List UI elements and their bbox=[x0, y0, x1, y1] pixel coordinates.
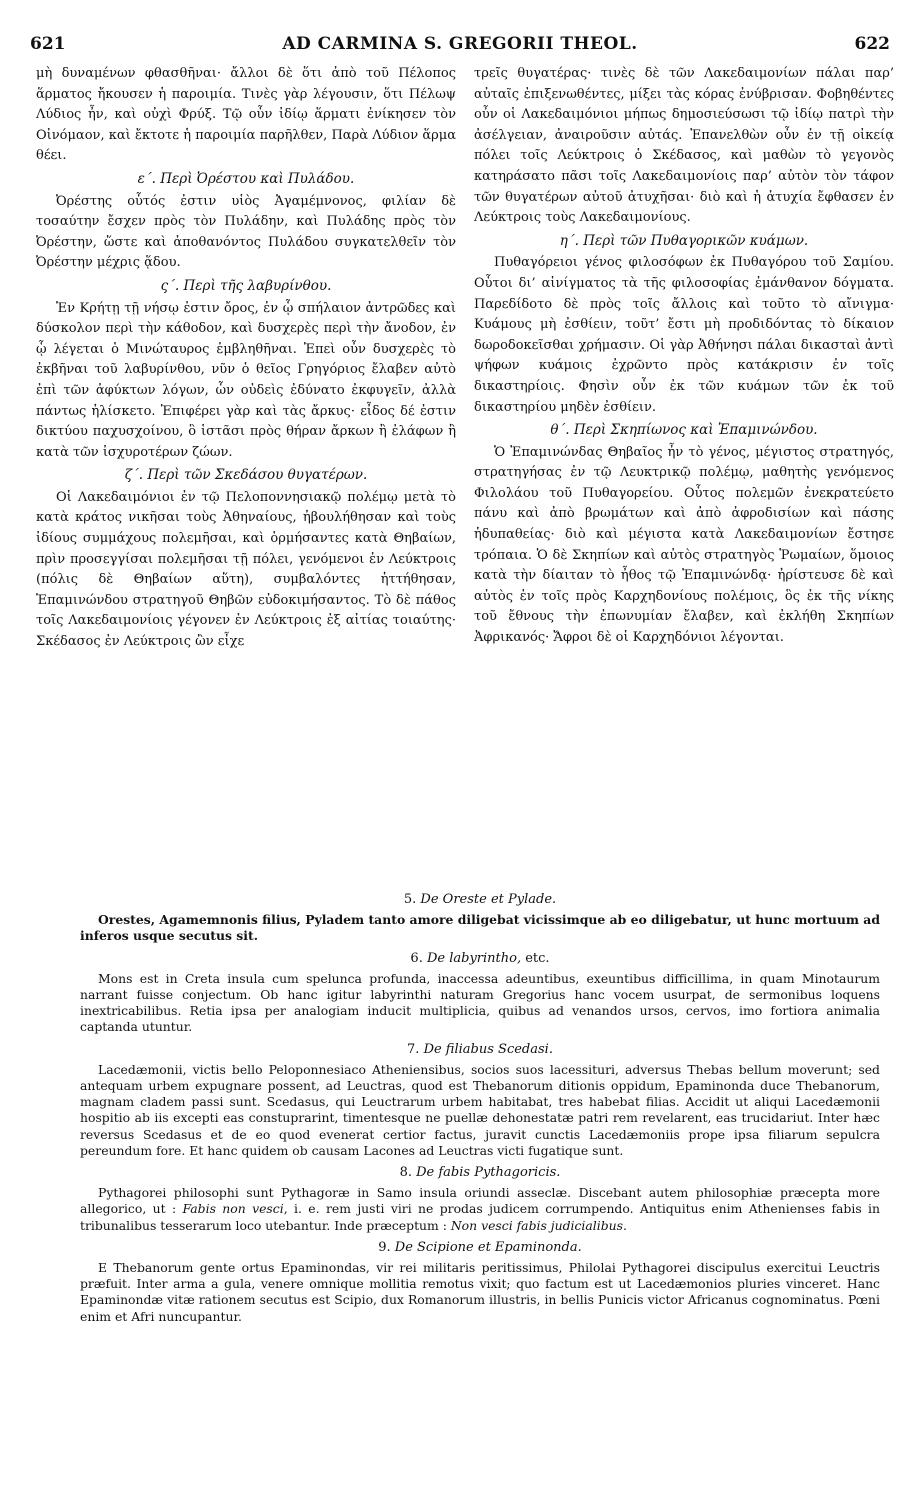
latin-emphasis: Fabis non vesci bbox=[182, 1201, 284, 1217]
latin-heading-suffix: etc. bbox=[521, 950, 550, 966]
latin-heading-number: 9. bbox=[378, 1239, 391, 1255]
latin-translation bbox=[80, 886, 880, 1328]
latin-heading-8 bbox=[80, 1165, 880, 1181]
latin-heading-title: De Oreste et Pylade. bbox=[420, 892, 557, 907]
latin-heading-title: De fabis Pythagoricis. bbox=[416, 1165, 561, 1181]
page-header bbox=[30, 34, 890, 58]
latin-heading-number: 8. bbox=[399, 1165, 412, 1181]
latin-heading-9 bbox=[80, 1240, 880, 1256]
greek-column-left bbox=[36, 64, 456, 655]
greek-heading-5: ε΄. Περὶ Ὀρέστου καὶ Πυλάδου. bbox=[137, 170, 355, 187]
latin-heading-number: 5. bbox=[403, 892, 417, 907]
latin-heading-7 bbox=[80, 1042, 880, 1058]
greek-heading-6: ς΄. Περὶ τῆς λαβυρίνθου. bbox=[160, 277, 332, 294]
latin-text: Pythagorei philosophi sunt Pythagoræ in Samo insula oriundi asseclæ. Discebant autem philosophiæ præcepta more allegorico, ut : bbox=[80, 1185, 880, 1217]
latin-paragraph-9: E Thebanorum gente ortus Epaminondas, vir rei militaris peritissimus, Philolai Pythagorei discipulus exercitui Leuctris præfuit. Inter arma a gula, venere omnique mollitia remotus vixit; quo factum est ut Lacedæmonios pluries vinceret. Hanc Epaminondæ vitæ rationem secutus est Scipio, dux Romanorum illustris, in bellis Punicis victor Africanus cognominatus. Pœni enim et Afri nuncupantur. bbox=[80, 1260, 880, 1324]
greek-paragraph-8: Πυθαγόρειοι γένος φιλοσόφων ἐκ Πυθαγόρου τοῦ Σαμίου. Οὗτοι δι’ αἰνίγματος τὰ τῆς φιλοσοφίας ἐμάνθανον δόγματα. Παρεδίδοτο δὲ πρὸς τοῖς ἄλλοις καὶ τοῦτο τὸ αἴνιγμα· Κυάμους μὴ ἐσθίειν, τοῦτ’ ἔστι μὴ προδιδόντας τὸ δίκαιον δωροδοκεῖσθαι χρήμασιν. Οἱ γὰρ Ἀθήνησι πάλαι δικασταὶ ἀντὶ ψήφων κυάμοις ἐχρῶντο πρὸς κατάκρισιν ἐν τοῖς δικαστηρίοις. Φησὶν οὖν ἐκ τῶν κυάμων τῶν ἐκ τοῦ δικαστηρίου μηδὲν ἐσθίειν. bbox=[474, 255, 894, 415]
latin-heading-number: 7. bbox=[407, 1041, 420, 1057]
greek-heading-8: η΄. Περὶ τῶν Πυθαγορικῶν κυάμων. bbox=[559, 232, 809, 249]
latin-paragraph-8 bbox=[80, 1185, 880, 1234]
greek-heading-7: ζ΄. Περὶ τῶν Σκεδάσου θυγατέρων. bbox=[124, 467, 368, 484]
latin-heading-6 bbox=[80, 951, 880, 967]
greek-column-right bbox=[474, 64, 894, 651]
page-number-left: 621 bbox=[30, 34, 66, 54]
page-number-right: 622 bbox=[854, 34, 890, 54]
latin-emphasis: Non vesci fabis judicialibus. bbox=[450, 1217, 627, 1233]
greek-paragraph-continued: μὴ δυναμένων φθασθῆναι· ἄλλοι δὲ ὅτι ἀπὸ τοῦ Πέλοπος ἅρματος ἤκουσεν ἡ παροιμία. Τινὲς γὰρ λέγουσιν, ὅτι Πέλωψ Λύδιος ἦν, καὶ οὐχὶ Φρύξ. Τῷ οὖν ἰδίῳ ἅρματι ἐνίκησεν τὸν Οἰνόμαον, καὶ ἔκτοτε ἡ παροιμία παρῆλθεν, Παρὰ Λύδιον ἅρμα θέει. bbox=[36, 66, 456, 164]
greek-paragraph-7-continued: τρεῖς θυγατέρας· τινὲς δὲ τῶν Λακεδαιμονίων πάλαι παρ’ αὐταῖς ἐπιξενωθέντες, μίξει τὰς κόρας ἐνύβρισαν. Φοβηθέντες οὖν οἱ Λακεδαιμόνιοι μήπως δημοσιεύσωσι τῷ ἰδίῳ πατρὶ τὴν ἀσέλγειαν, ἀναιροῦσιν αὐτάς. Ἐπανελθὼν οὖν ἐν τῇ οἰκείᾳ πόλει τοῖς Λεύκτροις ὁ Σκέδασος, καὶ μαθὼν τὸ γεγονὸς κατηράσατο πᾶσι τοῖς Λακεδαιμονίοις παρ’ αὐτὸν τὸν τάφον τῶν θυγατέρων αὐτοῦ ἀτυχῆσαι· διὸ καὶ ἡ ἀτυχία ἔφθασεν ἐν Λεύκτροις τοὺς Λακεδαιμονίους. bbox=[474, 66, 894, 226]
latin-paragraph-6: Mons est in Creta insula cum spelunca profunda, inaccessa adeuntibus, exeuntibus difficillima, in quam Minotaurum narrant fuisse conjectum. Ob hanc igitur labyrinthi naturam Gregorius hanc vocem usurpat, de sermonibus loquens inextricabilibus. Retia ipsa per analogiam inducit multiplicia, quibus ad venandos ursos, cervos, imo fortiora animalia captanda utuntur. bbox=[80, 970, 880, 1035]
running-title: AD CARMINA S. GREGORII THEOL. bbox=[282, 34, 638, 54]
latin-paragraph-7: Lacedæmonii, victis bello Peloponnesiaco Atheniensibus, socios suos lacessituri, adversus Thebas bellum moverunt; sed antequam urbem expugnare possent, ad Leuctras, quod est Thebanorum ditionis oppidum, Epaminonda duce Thebanorum, magnam cladem passi sunt. Scedasus, qui Leuctrarum urbem habitabat, tres habebat filias. Accidit ut aliqui Lacedæmonii hospitio ab iis excepti eas constuprarint, timentesque ne puellæ dehonestatæ patri rem revelarent, eas trucidariut. Inter hæc reversus Scedasus et de eo quod evenerat certior factus, juravit cunctis Lacedæmoniis prope ipsa filiarum sepulcra pereundum fore. Et hanc quidem ob causam Lacones ad Leuctras victi fugatique sunt. bbox=[80, 1061, 880, 1158]
latin-heading-title: De filiabus Scedasi. bbox=[423, 1041, 553, 1057]
latin-text: , i. e. rem justi viri ne prodas judicem corrumpendo. Antiquitus enim Athenienses fabis in tribunalibus tesserarum loco utebantur. Inde præceptum : bbox=[80, 1201, 880, 1233]
greek-heading-9: θ΄. Περὶ Σκηπίωνος καὶ Ἐπαμινώνδου. bbox=[550, 422, 818, 439]
latin-heading-title: De labyrintho, bbox=[426, 950, 522, 966]
latin-paragraph-5: Orestes, Agamemnonis filius, Pyladem tanto amore diligebat vicissimque ab eo diligebatur, ut hunc mortuum ad inferos usque secutus sit. bbox=[80, 912, 880, 944]
greek-paragraph-5: Ὀρέστης οὗτός ἐστιν υἱὸς Ἀγαμέμνονος, φιλίαν δὲ τοσαύτην ἔσχεν πρὸς τὸν Πυλάδην, καὶ Πυλάδης πρὸς τὸν Ὀρέστην, ὥστε καὶ ἀποθανόντος Πυλάδου συγκατελθεῖν τὸν Ὀρέστην μέχρις ᾅδου. bbox=[36, 193, 456, 271]
greek-paragraph-7: Οἱ Λακεδαιμόνιοι ἐν τῷ Πελοποννησιακῷ πολέμῳ μετὰ τὸ κατὰ κράτος νικῆσαι τοὺς Ἀθηναίους, ἠβουλήθησαν καὶ τοὺς ἰδίους συμμάχους πολεμῆσαι, καὶ ὁρμήσαντες κατὰ Θηβαίων, πρὶν προσεγγίσαι πολεμῆσαι τῇ πόλει, γενόμενοι ἐν Λεύκτροις (πόλις δὲ Θηβαίων αὕτη), συμβαλόντες ἡττήθησαν, Ἐπαμινώνδου στρατηγοῦ Θηβῶν εὐδοκιμήσαντος. Τὸ δὲ πάθος τοῖς Λακεδαιμονίοις γέγονεν ἐν Λεύκτροις ἐξ αἰτίας τοιαύτης· Σκέδασος ἐν Λεύκτροις ὢν εἶχε bbox=[36, 489, 456, 650]
latin-heading-number: 6. bbox=[410, 950, 423, 966]
latin-heading-5 bbox=[80, 892, 880, 908]
latin-heading-title: De Scipione et Epaminonda. bbox=[394, 1239, 582, 1255]
greek-paragraph-9: Ὁ Ἐπαμινώνδας Θηβαῖος ἦν τὸ γένος, μέγιστος στρατηγός, στρατηγήσας ἐν τῷ Λευκτρικῷ πολέμῳ, μαθητὴς γενόμενος Φιλολάου τοῦ Πυθαγορείου. Οὗτος πολεμῶν ἐνεκρατεύετο πάνυ καὶ ἀπὸ βρωμάτων καὶ ἀπὸ ἀφροδισίων καὶ πάσης ἡδυπαθείας· διὸ καὶ μέγιστα κατὰ Λακεδαιμονίων ἔστησε τρόπαια. Ὁ δὲ Σκηπίων καὶ αὐτὸς στρατηγὸς Ῥωμαίων, ὅμοιος κατὰ τὴν δίαιταν τὸ ἦθος τῷ Ἐπαμινώνδᾳ· ἠρίστευσε δὲ καὶ αὐτὸς ἐν τοῖς πρὸς Καρχηδονίους πολέμοις, ὃς ἐκ τῆς νίκης τοῦ ἔθνους τὴν ἐπωνυμίαν ἔλαβεν, καὶ ἐκλήθη Σκηπίων Ἀφρικανός· Ἄφροι δὲ οἱ Καρχηδόνιοι λέγονται. bbox=[474, 444, 894, 646]
greek-paragraph-6: Ἐν Κρήτῃ τῇ νήσῳ ἐστιν ὄρος, ἐν ᾧ σπήλαιον ἀντρῶδες καὶ δύσκολον περὶ τὴν κάθοδον, καὶ δυσχερὲς περὶ τὴν ἄνοδον, ἐν ᾧ λέγεται ὁ Μινώταυρος ἐμβληθῆναι. Ἐπεὶ οὖν δυσχερὲς τὸ ἐκβῆναι τοῦ λαβυρίνθου, νῦν ὁ θεῖος Γρηγόριος ἔλαβεν αὐτὸ ἐπὶ τῶν ἀφύκτων λόγων, ὧν οὐδεὶς ἐδύνατο ἐκφυγεῖν, ἀλλὰ πάντως ἡλίσκετο. Ἐπιφέρει γὰρ καὶ τὰς ἄρκυς· εἶδος δέ ἐστιν δικτύου παχυσχοίνου, ὃ ἱστᾶσι πρὸς θήραν ἄρκων ἢ ἐλάφων ἢ κατὰ τῶν ἰσχυροτέρων ζώων. bbox=[36, 300, 456, 460]
